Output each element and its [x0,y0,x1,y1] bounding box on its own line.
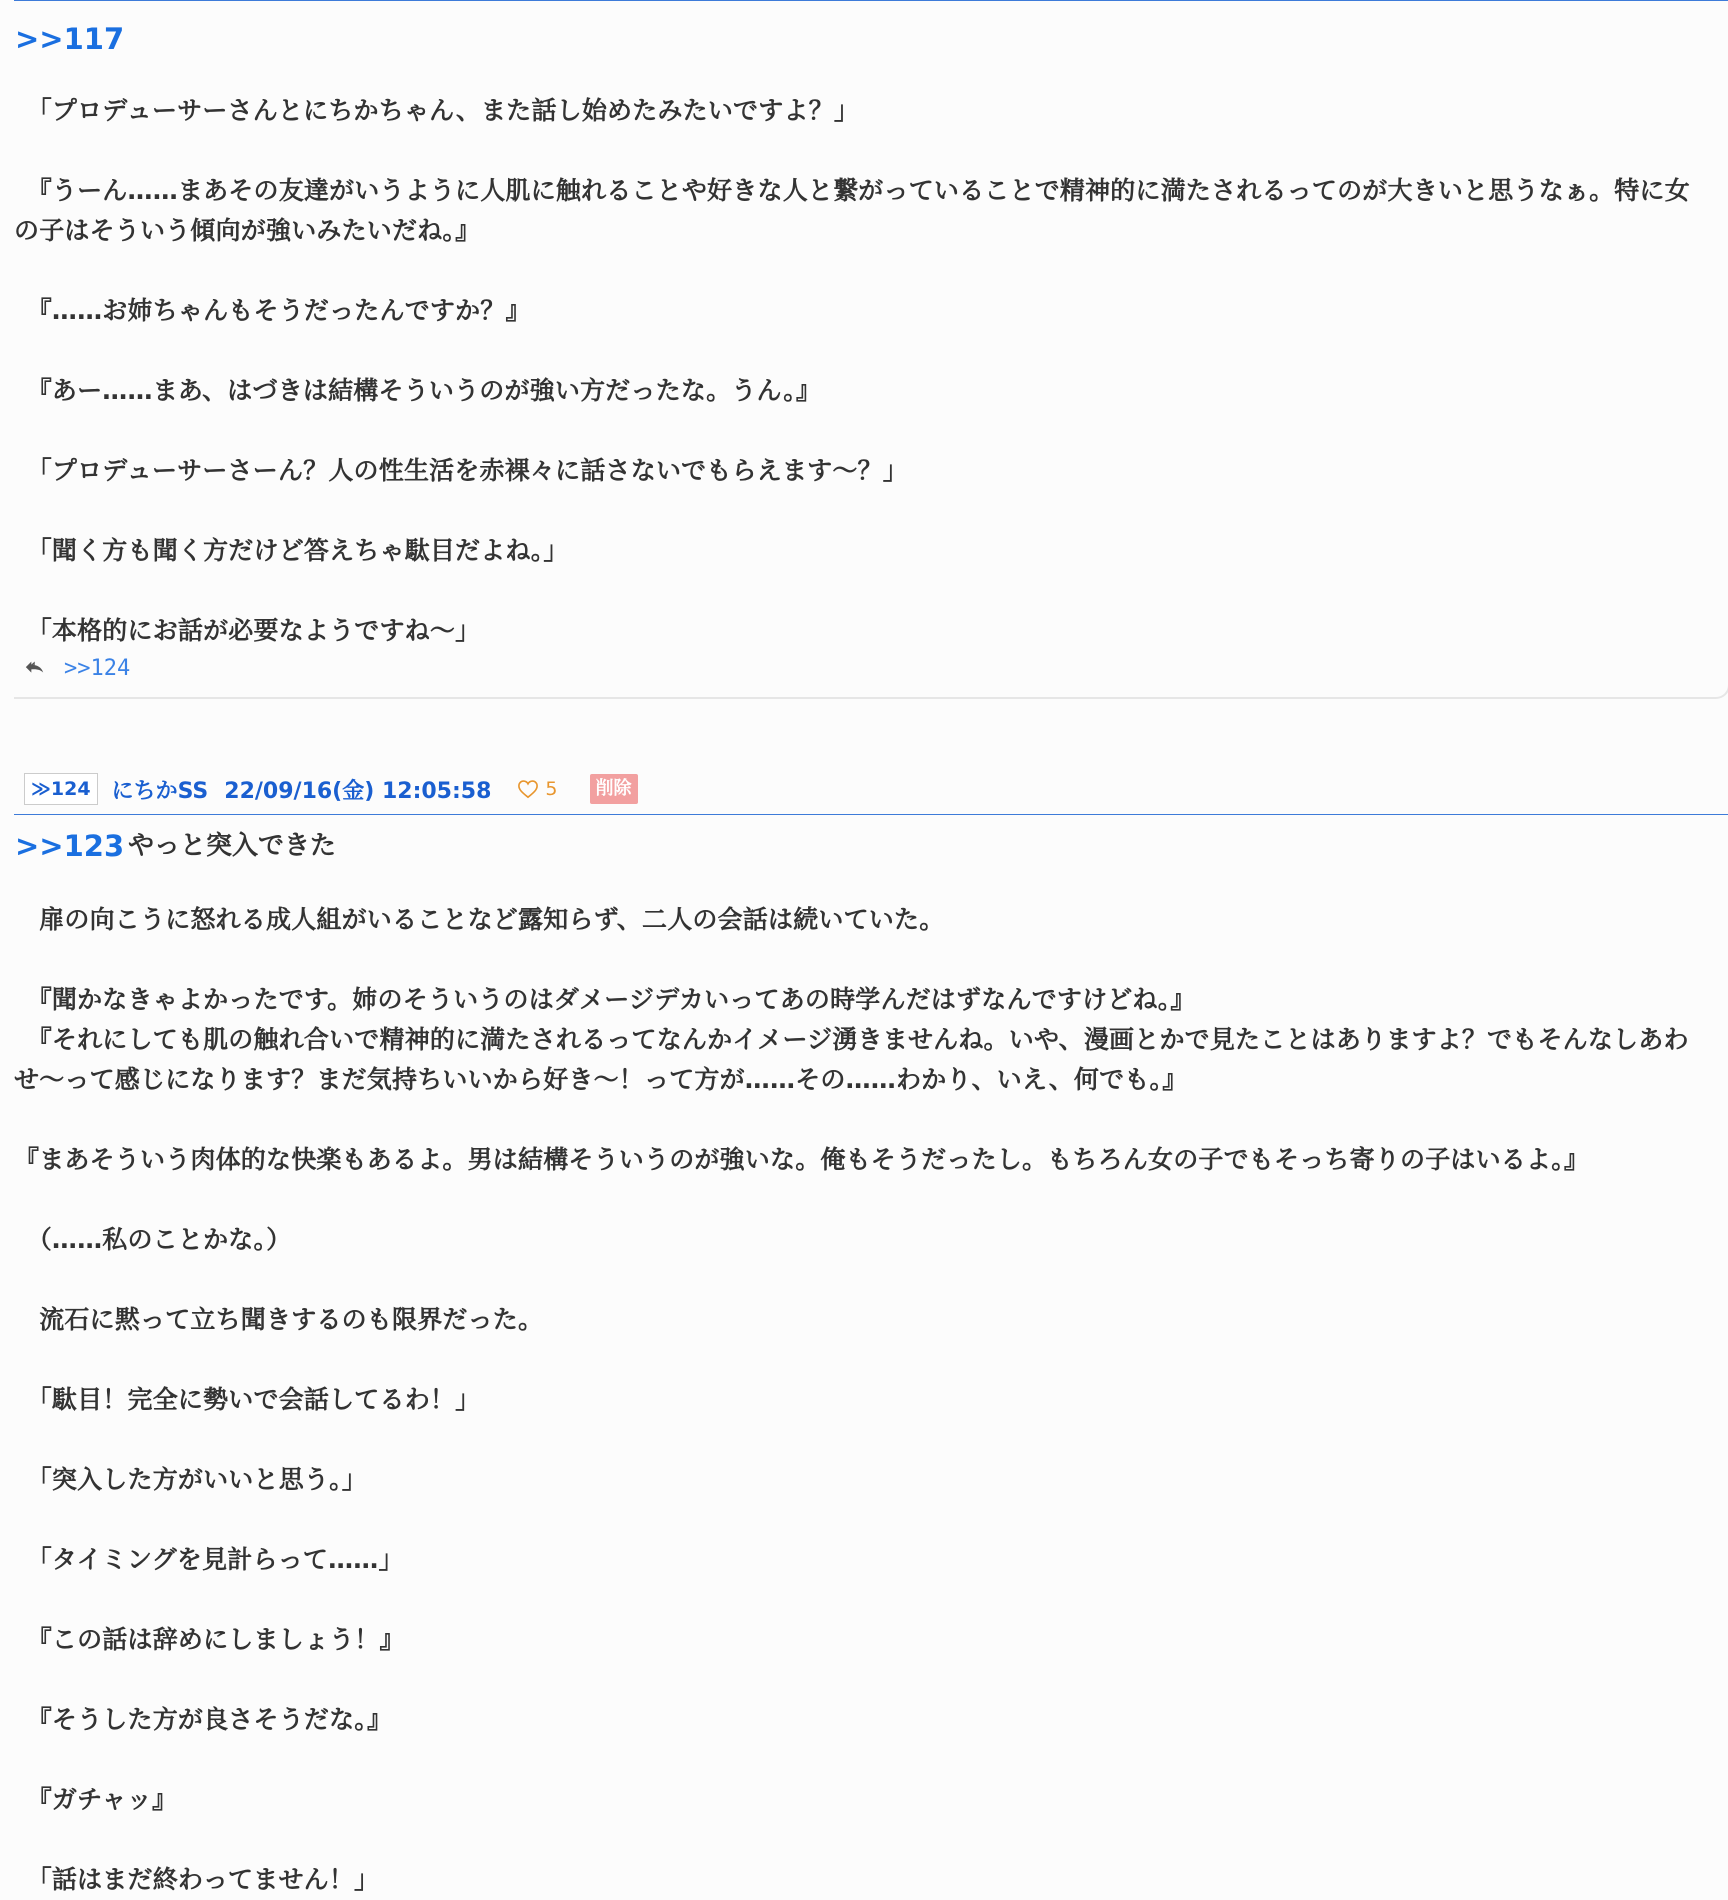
post-body: 扉の向こうに怒れる成人組がいることなど露知らず、二人の会話は続いていた。 『聞かなきゃよかったです。姉のそういうのはダメージデカいってあの時学んだはずなんですけどね。』 『それにしても肌の触れ合いで精神的に満たされるってなんかイメージ湧きませんね。いや、漫画とかで見たことはありますよ？でもそんなしあわせ〜って感じになります？まだ気持ちいいから好き〜！って方が……その……わかり、いえ、何でも。』 『まあそういう肉体的な快楽もあるよ。男は結構そういうのが強いな。俺もそうだったし。もちろん女の子でもそっち寄りの子はいるよ。』 （……私のことかな。） 流石に黙って立ち聞きするのも限界だった。 「駄目！完全に勢いで会話してるわ！」 「突入した方がいいと思う。」 「タイミングを見計らって……」 『この話は辞めにしましょう！』 『そうした方が良さそうだな。』 『ガチャッ』 「話はまだ終わってません！」 [14,905,1689,1894]
anchor-link-117[interactable]: >>117 [15,22,125,56]
previous-post [14,0,1728,699]
post-meta [24,772,638,806]
res-number[interactable]: ≫124 [24,773,98,805]
author-name: にちかSS [111,778,209,804]
post-divider [14,814,1728,815]
like-button[interactable] [517,778,557,800]
replies-bar [24,653,130,683]
like-count: 5 [545,778,558,800]
reply-icon [24,657,46,679]
anchor-link-123[interactable]: >>123 [15,829,125,863]
post-datetime: 22/09/16(金) 12:05:58 [224,778,492,804]
heart-icon [517,779,539,799]
post-body: 「プロデューサーさんとにちかちゃん、また話し始めたみたいですよ？」 『うーん……まあその友達がいうように人肌に触れることや好きな人と繋がっていることで精神的に満たされるってのが大きいと思うなぁ。特に女の子はそういう傾向が強いみたいだね。』 『……お姉ちゃんもそうだったんですか？』 『あー……まあ、はづきは結構そういうのが強い方だったな。うん。』 「プロデューサーさーん？人の性生活を赤裸々に話さないでもらえます〜？」 「聞く方も聞く方だけど答えちゃ駄目だよね。」 「本格的にお話が必要なようですね〜」 [14,96,1690,645]
post-title: やっと突入できた [128,831,337,861]
delete-button[interactable]: 削除 [590,774,638,804]
reply-link-124[interactable]: >>124 [64,655,131,681]
